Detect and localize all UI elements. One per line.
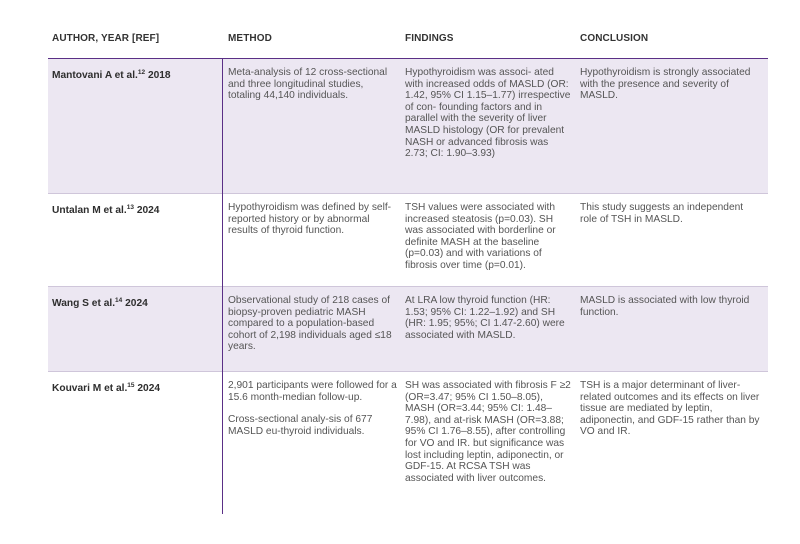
table-row (48, 194, 768, 287)
conclusion-cell: MASLD is associated with low thyroid function. (580, 295, 750, 318)
method-cell: Meta-analysis of 12 cross-sectional and three longitudinal studies, totaling 44,140 individuals. (228, 67, 388, 102)
header-author: AUTHOR, YEAR [REF] (52, 33, 160, 44)
row-divider (48, 371, 768, 372)
evidence-table (48, 30, 768, 515)
findings-cell: Hypothyroidism was associ- ated with increased odds of MASLD (OR: 1.42, 95% CI 1.15–1.77) irrespective of con- founding factors and in parallel with the severity of liver MASLD histology (OR for prevalent NASH or advanced fibrosis was 2.73; CI: 1.90–3.93) (405, 67, 571, 160)
method-cell: Hypothyroidism was defined by self-reported history or by abnormal results of thyroid function. (228, 202, 392, 237)
author-cell: Untalan M et al.$^{13}$ 2024 (52, 204, 160, 216)
row-divider (48, 193, 768, 194)
author-cell: Wang S et al.$^{14}$ 2024 (52, 297, 148, 309)
conclusion-cell: TSH is a major determinant of liver-related outcomes and its effects on liver tissue are mediated by leptin, adiponectin, and GDF-15 rather than by VO and IR. (580, 380, 760, 438)
author-cell: Kouvari M et al.$^{15}$ 2024 (52, 382, 161, 394)
table-header (48, 30, 768, 59)
findings-cell: SH was associated with fibrosis F ≥2 (OR=3.47; 95% CI 1.50–8.05), MASH (OR=3.44; 95% CI: 1.48–7.98), and at-risk MASH (OR=3.88; 95% CI 1.76–8.55), after controlling for VO and IR. but significance was lost including leptin, adiponectin, or GDF-15. At RCSA TSH was associated with liver outcomes. (405, 380, 571, 484)
findings-cell: TSH values were associated with increased steatosis (p=0.03). SH was associated with borderline or definite MASH at the baseline (p=0.03) and with variations of fibrosis over time (p=0.01). (405, 202, 556, 271)
author-cell: Mantovani A et al.$^{12}$ 2018 (52, 69, 171, 81)
findings-cell: At LRA low thyroid function (HR: 1.53; 95% CI: 1.22–1.92) and SH (HR: 1.95; 95%; CI 1.47-2.60) were associated with MASLD. (405, 295, 565, 341)
header-method: METHOD (228, 33, 272, 44)
column-divider (222, 58, 223, 514)
table-row (48, 287, 768, 372)
conclusion-cell: Hypothyroidism is strongly associated with the presence and severity of MASLD. (580, 67, 751, 102)
method-cell: Observational study of 218 cases of biopsy-proven pediatric MASH compared to a population-based cohort of 2,198 individuals aged ≤18 years. (228, 295, 392, 353)
header-findings: FINDINGS (405, 33, 454, 44)
table-row (48, 59, 768, 194)
method-cell: 2,901 participants were followed for a 15.6 month-median follow-up. Cross-sectional analy-sis of 677 MASLD eu-thyroid individuals. (228, 380, 397, 437)
header-conclusion: CONCLUSION (580, 33, 649, 44)
conclusion-cell: This study suggests an independent role of TSH in MASLD. (580, 202, 744, 225)
row-divider (48, 286, 768, 287)
table-row (48, 372, 768, 515)
